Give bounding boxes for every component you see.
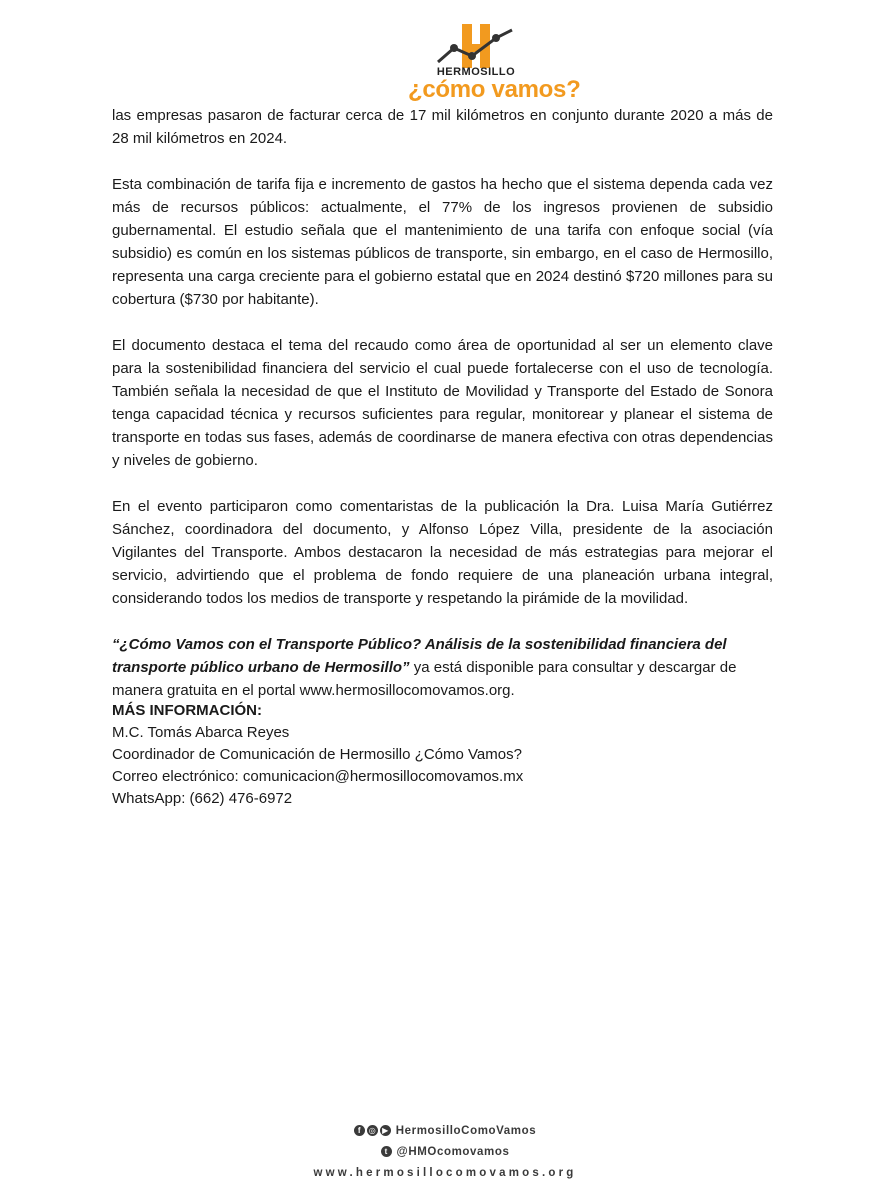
paragraph-1: las empresas pasaron de facturar cerca de 17 mil kilómetros en conjunto durante 2020 a más de 28 mil kilómetros en 2024. <box>112 107 773 147</box>
paragraph-5-rest: ya está disponible para consultar y descargar de manera gratuita en el portal www.hermosillocomovamos.org. <box>112 659 737 699</box>
contact-name: M.C. Tomás Abarca Reyes <box>112 724 290 741</box>
paragraph-5 <box>112 633 773 702</box>
paragraph-3: El documento destaca el tema del recaudo como área de oportunidad al ser un elemento clave para la sostenibilidad financiera del servicio el cual puede fortalecerse con el uso de tecnología. También señala la necesidad de que el Instituto de Movilidad y Transporte del Estado de Sonora tenga capacidad técnica y recursos suficientes para regular, monitorear y planear el sistema de transporte en todas sus fases, además de coordinarse de manera efectiva con otras dependencias y niveles de gobierno. <box>112 337 773 469</box>
twitter-handle: @HMOcomovamos <box>396 1145 510 1158</box>
logo <box>408 20 581 108</box>
contact-whatsapp: WhatsApp: (662) 476-6972 <box>112 790 293 807</box>
chart-logo-icon <box>434 20 518 70</box>
contact-email: Correo electrónico: comunicacion@hermosillocomovamos.mx <box>112 768 524 785</box>
footer-website-row <box>300 1162 590 1183</box>
footer-social-row <box>300 1120 590 1141</box>
instagram-icon: ◎ <box>367 1125 378 1136</box>
footer <box>300 1120 590 1183</box>
paragraph-2: Esta combinación de tarifa fija e incremento de gastos ha hecho que el sistema dependa cada vez más de recursos públicos: actualmente, el 77% de los ingresos provienen de subsidio gubernamental. El estudio señala que el mantenimiento de una tarifa con enfoque social (vía subsidio) es común en los sistemas públicos de transporte, sin embargo, en el caso de Hermosillo, representa una carga creciente para el gobierno estatal que en 2024 destinó $720 millones para su cobertura ($730 por habitante). <box>112 176 773 308</box>
paragraph-4: En el evento participaron como comentaristas de la publicación la Dra. Luisa María Gutiérrez Sánchez, coordinadora del documento, y Alfonso López Villa, presidente de la asociación Vigilantes del Transporte. Ambos destacaron la necesidad de más estrategias para mejorar el servicio, advirtiendo que el problema de fondo requiere de una planeación urbana integral, considerando todos los medios de transporte y respetando la pirámide de la movilidad. <box>112 498 773 607</box>
footer-website: www.hermosillocomovamos.org <box>313 1166 577 1179</box>
twitter-icon: t <box>381 1146 392 1157</box>
contact-info <box>112 700 523 810</box>
logo-brand: ¿cómo vamos? <box>408 76 581 103</box>
body-text <box>112 104 773 725</box>
contact-heading: MÁS INFORMACIÓN: <box>112 702 262 719</box>
logo-city: HERMOSILLO <box>436 66 516 78</box>
facebook-icon: f <box>354 1125 365 1136</box>
social-handle: HermosilloComoVamos <box>395 1124 537 1137</box>
footer-twitter-row <box>300 1141 590 1162</box>
publication-title: “¿Cómo Vamos con el Transporte Público? Análisis de la sostenibilidad financiera del transporte público urbano de Hermosillo” <box>112 636 727 676</box>
contact-role: Coordinador de Comunicación de Hermosillo ¿Cómo Vamos? <box>112 746 522 763</box>
youtube-icon: ▶ <box>380 1125 391 1136</box>
